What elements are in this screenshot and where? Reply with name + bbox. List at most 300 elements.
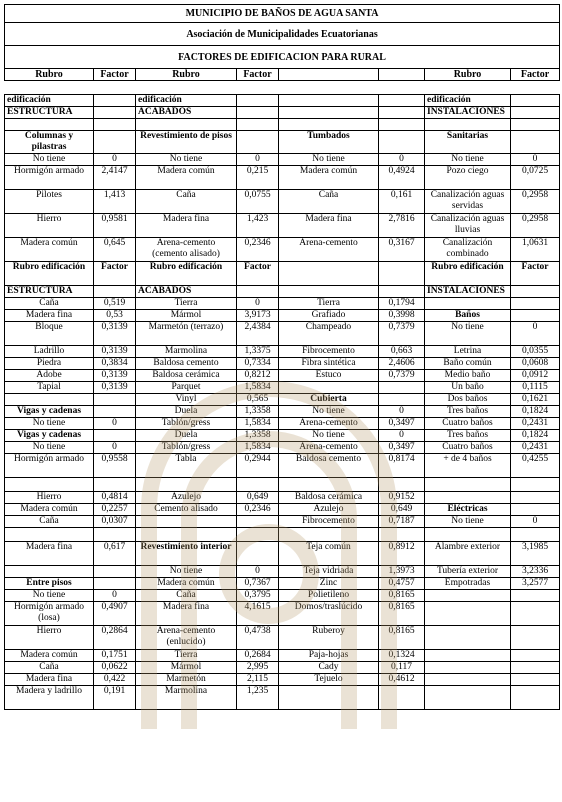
factor-cell: 2,115 — [237, 674, 279, 686]
rubro-cell: Tierra — [279, 298, 379, 310]
factor-cell: 0,2958 — [511, 190, 560, 214]
table-row — [5, 370, 560, 382]
rubro-cell: Columnas y pilastras — [5, 131, 94, 154]
factor-cell: 0,422 — [94, 674, 136, 686]
factor-cell: 0,9152 — [379, 492, 425, 504]
rubro-cell: No tiene — [279, 430, 379, 442]
rubro-cell — [279, 119, 379, 131]
column-header-factor: Factor — [511, 69, 560, 81]
association-title: Asociación de Municipalidades Ecuatorianas — [5, 23, 560, 46]
rubro-cell: Arena-cemento — [279, 238, 379, 262]
rubro-cell: No tiene — [5, 418, 94, 430]
rubro-cell — [279, 286, 379, 298]
factor-cell: 0,2944 — [237, 454, 279, 478]
table-row — [5, 190, 560, 214]
factor-cell: 3,9173 — [237, 310, 279, 322]
factor-cell — [379, 528, 425, 542]
factor-cell — [237, 107, 279, 119]
rubro-cell: Mármol — [136, 310, 237, 322]
factor-cell: 0,1751 — [94, 650, 136, 662]
rubro-cell: Tierra — [136, 298, 237, 310]
rubro-cell: Canalización combinado — [425, 238, 511, 262]
rubro-cell: Rubro edificación — [425, 262, 511, 286]
factor-cell — [511, 662, 560, 674]
factor-cell — [237, 131, 279, 154]
factor-cell: 0,2431 — [511, 418, 560, 430]
rubro-cell: Fibrocemento — [279, 346, 379, 358]
factor-cell: 0,3795 — [237, 590, 279, 602]
factor-cell: 0,0725 — [511, 166, 560, 190]
factor-cell — [237, 516, 279, 528]
rubro-cell: Caña — [5, 298, 94, 310]
rubro-cell: Revestimiento interior — [136, 542, 237, 566]
rubro-cell: Canalización aguas servidas — [425, 190, 511, 214]
factor-cell: 0,4738 — [237, 626, 279, 650]
factor-cell: 0 — [237, 154, 279, 166]
factor-cell: 2,4147 — [94, 166, 136, 190]
factor-cell: 0,9558 — [94, 454, 136, 478]
rubro-cell: Bloque — [5, 322, 94, 346]
rubro-cell: edificación — [5, 95, 94, 107]
factor-cell: 0,2864 — [94, 626, 136, 650]
factor-cell: 2,4384 — [237, 322, 279, 346]
factor-cell: 0,3139 — [94, 322, 136, 346]
factor-cell — [237, 542, 279, 566]
factor-cell: 1,5834 — [237, 382, 279, 394]
factor-cell: 0,8174 — [379, 454, 425, 478]
rubro-cell: INSTALACIONES — [425, 286, 511, 298]
rubro-cell: Rubro edificación — [5, 262, 94, 286]
factor-cell: 0,2257 — [94, 504, 136, 516]
rubro-cell: Mármol — [136, 662, 237, 674]
factor-cell — [94, 406, 136, 418]
table-row — [5, 504, 560, 516]
rubro-cell: Azulejo — [279, 504, 379, 516]
rubro-cell — [136, 528, 237, 542]
table-row — [5, 394, 560, 406]
table-row — [5, 166, 560, 190]
factor-cell — [94, 430, 136, 442]
factor-cell: 1,235 — [237, 686, 279, 710]
factor-cell — [94, 566, 136, 578]
rubro-cell: Caña — [136, 190, 237, 214]
rubro-cell — [425, 662, 511, 674]
table-row — [5, 578, 560, 590]
factor-cell — [511, 590, 560, 602]
document-page — [4, 4, 559, 710]
factor-cell — [511, 674, 560, 686]
table-row — [5, 418, 560, 430]
table-row — [5, 674, 560, 686]
factor-cell: 2,4606 — [379, 358, 425, 370]
table-row — [5, 626, 560, 650]
factor-cell — [511, 504, 560, 516]
table-row — [5, 590, 560, 602]
rubro-cell: Tablón/gress — [136, 442, 237, 454]
factor-cell: 1,3375 — [237, 346, 279, 358]
factor-cell: 0,4907 — [94, 602, 136, 626]
factor-cell: 0 — [237, 298, 279, 310]
factor-cell: 0,2958 — [511, 214, 560, 238]
factor-cell: 0 — [94, 442, 136, 454]
rubro-cell: Hierro — [5, 626, 94, 650]
factor-cell — [511, 602, 560, 626]
rubro-cell: Adobe — [5, 370, 94, 382]
factor-cell — [511, 95, 560, 107]
rubro-cell — [425, 686, 511, 710]
rubro-cell: Hierro — [5, 214, 94, 238]
factor-cell — [379, 131, 425, 154]
factor-cell: 0,117 — [379, 662, 425, 674]
rubro-cell — [425, 674, 511, 686]
rubro-cell: Tres baños — [425, 430, 511, 442]
rubro-cell: Hormigón armado — [5, 166, 94, 190]
rubro-cell: Cady — [279, 662, 379, 674]
rubro-cell — [5, 566, 94, 578]
factor-cell — [511, 492, 560, 504]
table-row — [5, 566, 560, 578]
rubro-cell: ESTRUCTURA — [5, 107, 94, 119]
rubro-cell — [425, 528, 511, 542]
factor-cell: 0 — [379, 406, 425, 418]
rubro-cell: Grafiado — [279, 310, 379, 322]
rubro-cell — [279, 107, 379, 119]
rubro-cell: Fibra sintética — [279, 358, 379, 370]
column-header-factor: Factor — [237, 69, 279, 81]
rubro-cell: Madera común — [279, 166, 379, 190]
factor-cell: 0,7187 — [379, 516, 425, 528]
factor-cell: 1,0631 — [511, 238, 560, 262]
rubro-cell: Dos baños — [425, 394, 511, 406]
factor-cell: 0,161 — [379, 190, 425, 214]
factor-cell — [511, 626, 560, 650]
rubro-cell: Revestimiento de pisos — [136, 131, 237, 154]
factor-cell: 0,8165 — [379, 602, 425, 626]
column-header-empty — [279, 69, 379, 81]
factor-cell: 0,7367 — [237, 578, 279, 590]
factor-cell: 0,7334 — [237, 358, 279, 370]
rubro-cell — [425, 650, 511, 662]
factor-cell — [511, 310, 560, 322]
column-header-rubro: Rubro — [5, 69, 94, 81]
table-row — [5, 602, 560, 626]
factor-cell — [511, 478, 560, 492]
rubro-cell — [425, 602, 511, 626]
factor-cell: 0,8165 — [379, 590, 425, 602]
rubro-cell — [279, 262, 379, 286]
table-row — [5, 478, 560, 492]
table-row — [5, 442, 560, 454]
factor-cell: 0,4612 — [379, 674, 425, 686]
factor-cell: 0,1324 — [379, 650, 425, 662]
rubro-cell: INSTALACIONES — [425, 107, 511, 119]
rubro-cell: ACABADOS — [136, 107, 237, 119]
rubro-cell: Arena-cemento — [279, 442, 379, 454]
rubro-cell: Un baño — [425, 382, 511, 394]
factor-cell: 0,4924 — [379, 166, 425, 190]
factor-cell — [237, 528, 279, 542]
factor-cell: 0,2684 — [237, 650, 279, 662]
factor-cell — [237, 478, 279, 492]
rubro-cell: Cuatro baños — [425, 442, 511, 454]
table-row — [5, 286, 560, 298]
factor-cell: 0,617 — [94, 542, 136, 566]
factor-cell: 1,3358 — [237, 406, 279, 418]
factor-cell: 3,2577 — [511, 578, 560, 590]
rubro-cell: edificación — [425, 95, 511, 107]
rubro-cell: Vinyl — [136, 394, 237, 406]
factor-cell: 1,5834 — [237, 442, 279, 454]
rubro-cell: Tabla — [136, 454, 237, 478]
rubro-cell: ACABADOS — [136, 286, 237, 298]
rubro-cell: Sanitarias — [425, 131, 511, 154]
rubro-cell: Eléctricas — [425, 504, 511, 516]
factor-cell — [511, 286, 560, 298]
factor-cell: 0,645 — [94, 238, 136, 262]
factor-cell — [94, 107, 136, 119]
rubro-cell: Caña — [5, 516, 94, 528]
rubro-cell: Polietileno — [279, 590, 379, 602]
rubro-cell — [425, 478, 511, 492]
factor-cell: 0,3139 — [94, 382, 136, 394]
rubro-cell: Caña — [5, 662, 94, 674]
rubro-cell: Vigas y cadenas — [5, 406, 94, 418]
factor-cell — [511, 298, 560, 310]
rubro-cell: Baños — [425, 310, 511, 322]
rubro-cell — [5, 394, 94, 406]
factor-cell: 0,3998 — [379, 310, 425, 322]
table-row — [5, 650, 560, 662]
factor-cell: 1,423 — [237, 214, 279, 238]
rubro-cell: Entre pisos — [5, 578, 94, 590]
rubro-cell: edificación — [136, 95, 237, 107]
rubro-cell — [425, 298, 511, 310]
rubro-cell: Tierra — [136, 650, 237, 662]
table-row — [5, 95, 560, 107]
rubro-cell: Baño común — [425, 358, 511, 370]
table-row — [5, 310, 560, 322]
table-row — [5, 516, 560, 528]
factor-cell: 0,8912 — [379, 542, 425, 566]
rubro-cell — [136, 516, 237, 528]
factor-cell — [94, 478, 136, 492]
table-row — [5, 528, 560, 542]
rubro-cell: Duela — [136, 406, 237, 418]
factor-cell: Factor — [94, 262, 136, 286]
rubro-cell: Teja común — [279, 542, 379, 566]
rubro-cell: Ruberoy — [279, 626, 379, 650]
factor-cell: 0,0622 — [94, 662, 136, 674]
factor-cell — [379, 286, 425, 298]
rubro-cell: Cemento alisado — [136, 504, 237, 516]
rubro-cell: No tiene — [5, 154, 94, 166]
rubro-cell: Piedra — [5, 358, 94, 370]
rubro-cell: Madera común — [5, 238, 94, 262]
factor-cell: 0,1794 — [379, 298, 425, 310]
factor-cell — [94, 131, 136, 154]
factor-cell — [237, 119, 279, 131]
table-row — [5, 358, 560, 370]
rubro-cell: Madera común — [5, 504, 94, 516]
rubro-cell — [425, 492, 511, 504]
factor-cell: 0,2346 — [237, 504, 279, 516]
rubro-cell: Caña — [136, 590, 237, 602]
factor-cell: 0,0355 — [511, 346, 560, 358]
table-row — [5, 131, 560, 154]
rubro-cell: Cuatro baños — [425, 418, 511, 430]
factor-cell — [94, 119, 136, 131]
rubro-cell: No tiene — [279, 406, 379, 418]
rubro-cell — [5, 528, 94, 542]
rubro-cell: No tiene — [425, 322, 511, 346]
factor-cell: 0,1824 — [511, 430, 560, 442]
table-row — [5, 262, 560, 286]
column-header-empty — [379, 69, 425, 81]
rubro-cell: Madera común — [136, 166, 237, 190]
rubro-cell — [136, 119, 237, 131]
header-table — [4, 4, 560, 81]
rubro-cell: Teja vidriada — [279, 566, 379, 578]
rubro-cell: Alambre exterior — [425, 542, 511, 566]
rubro-cell: Marmetón — [136, 674, 237, 686]
factor-cell: 0,3167 — [379, 238, 425, 262]
factor-cell — [379, 686, 425, 710]
factor-cell: 0,649 — [237, 492, 279, 504]
rubro-cell: Tubería exterior — [425, 566, 511, 578]
rubro-cell: Duela — [136, 430, 237, 442]
factor-cell — [511, 528, 560, 542]
factor-cell: Factor — [511, 262, 560, 286]
factor-cell: 0,0307 — [94, 516, 136, 528]
rubro-cell: Arena-cemento — [279, 418, 379, 430]
rubro-cell — [425, 119, 511, 131]
factors-table — [4, 94, 560, 710]
factor-cell — [511, 686, 560, 710]
factor-cell: 1,5834 — [237, 418, 279, 430]
factor-cell: 0,2431 — [511, 442, 560, 454]
rubro-cell: Tablón/gress — [136, 418, 237, 430]
rubro-cell — [136, 478, 237, 492]
factor-cell: 0,3139 — [94, 346, 136, 358]
factor-cell: 0 — [94, 418, 136, 430]
factor-cell: 0,3497 — [379, 442, 425, 454]
factor-cell: 0,2346 — [237, 238, 279, 262]
rubro-cell: Fibrocemento — [279, 516, 379, 528]
factor-cell: 0,1115 — [511, 382, 560, 394]
rubro-cell: Baldosa cemento — [279, 454, 379, 478]
table-row — [5, 662, 560, 674]
rubro-cell: Tumbados — [279, 131, 379, 154]
factor-cell: 0,0755 — [237, 190, 279, 214]
factor-cell: 0,7379 — [379, 370, 425, 382]
table-row — [5, 238, 560, 262]
rubro-cell: Vigas y cadenas — [5, 430, 94, 442]
rubro-cell: Champeado — [279, 322, 379, 346]
table-row — [5, 214, 560, 238]
factor-cell: 0,519 — [94, 298, 136, 310]
table-row — [5, 430, 560, 442]
factor-cell: 0 — [511, 516, 560, 528]
factor-cell: 1,3973 — [379, 566, 425, 578]
municipality-title: MUNICIPIO DE BAÑOS DE AGUA SANTA — [5, 5, 560, 23]
factor-cell: 0 — [511, 322, 560, 346]
rubro-cell: Canalización aguas lluvias — [425, 214, 511, 238]
factor-cell — [94, 578, 136, 590]
factor-cell: 0 — [511, 154, 560, 166]
rubro-cell — [425, 590, 511, 602]
rubro-cell: Domos/traslúcido — [279, 602, 379, 626]
factor-cell: 0,0608 — [511, 358, 560, 370]
rubro-cell: No tiene — [279, 154, 379, 166]
rubro-cell: Empotradas — [425, 578, 511, 590]
factor-cell: 3,2336 — [511, 566, 560, 578]
rubro-cell: Estuco — [279, 370, 379, 382]
rubro-cell: Baldosa cerámica — [279, 492, 379, 504]
rubro-cell: No tiene — [5, 590, 94, 602]
rubro-cell: Baldosa cerámica — [136, 370, 237, 382]
factor-cell — [379, 119, 425, 131]
factor-cell: 0,1621 — [511, 394, 560, 406]
rubro-cell: Parquet — [136, 382, 237, 394]
factor-cell: 0 — [94, 590, 136, 602]
rubro-cell: Tejuelo — [279, 674, 379, 686]
rubro-cell — [279, 95, 379, 107]
factor-cell — [237, 286, 279, 298]
rubro-cell: Madera común — [136, 578, 237, 590]
rubro-cell: ESTRUCTURA — [5, 286, 94, 298]
rubro-cell: No tiene — [136, 566, 237, 578]
factor-cell: 0,4757 — [379, 578, 425, 590]
rubro-cell: Marmolina — [136, 686, 237, 710]
column-header-rubro: Rubro — [136, 69, 237, 81]
rubro-cell: Arena-cemento (enlucido) — [136, 626, 237, 650]
rubro-cell: Hormigón armado (losa) — [5, 602, 94, 626]
column-header-rubro: Rubro — [425, 69, 511, 81]
factor-cell: 0,565 — [237, 394, 279, 406]
rubro-cell — [5, 478, 94, 492]
factor-cell: 0 — [237, 566, 279, 578]
factor-cell: 0,4255 — [511, 454, 560, 478]
factor-cell: 2,7816 — [379, 214, 425, 238]
table-row — [5, 154, 560, 166]
rubro-cell: Medio baño — [425, 370, 511, 382]
rubro-cell: Rubro edificación — [136, 262, 237, 286]
rubro-cell: Madera fina — [279, 214, 379, 238]
table-row — [5, 298, 560, 310]
factor-cell: 0,0912 — [511, 370, 560, 382]
rubro-cell: Tapial — [5, 382, 94, 394]
rubro-cell: Tres baños — [425, 406, 511, 418]
rubro-cell: Madera fina — [5, 674, 94, 686]
factor-cell: 1,3358 — [237, 430, 279, 442]
rubro-cell: Paja-hojas — [279, 650, 379, 662]
factor-cell: 1,413 — [94, 190, 136, 214]
factor-cell — [379, 394, 425, 406]
rubro-cell: Letrina — [425, 346, 511, 358]
factor-cell — [379, 262, 425, 286]
rubro-cell: Ladrillo — [5, 346, 94, 358]
document-title: FACTORES DE EDIFICACION PARA RURAL — [5, 46, 560, 69]
rubro-cell: Madera fina — [5, 542, 94, 566]
rubro-cell: No tiene — [425, 154, 511, 166]
factor-cell: 0,191 — [94, 686, 136, 710]
rubro-cell: Pozo ciego — [425, 166, 511, 190]
table-row — [5, 454, 560, 478]
rubro-cell: + de 4 baños — [425, 454, 511, 478]
factor-cell — [379, 95, 425, 107]
factor-cell: 0,649 — [379, 504, 425, 516]
rubro-cell: Cubierta — [279, 394, 379, 406]
